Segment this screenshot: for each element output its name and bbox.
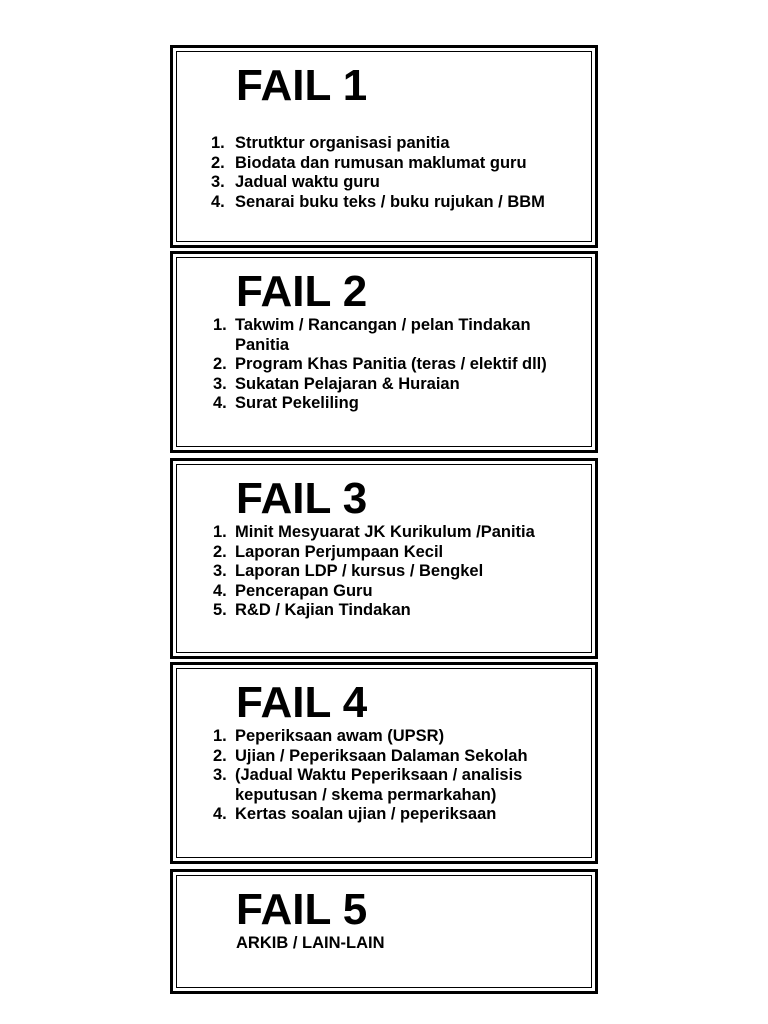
item-number: 4. — [213, 394, 227, 412]
item-text: Laporan Perjumpaan Kecil — [235, 542, 444, 561]
file-title-5: FAIL 5 — [236, 885, 368, 934]
item-number: 4. — [213, 581, 227, 600]
item-number: 3. — [213, 562, 227, 580]
list-item — [213, 394, 547, 414]
file-item-list-4 — [213, 727, 528, 825]
item-number: 3. — [211, 173, 225, 191]
file-card-4 — [170, 662, 598, 864]
list-item — [213, 375, 547, 395]
file-card-inner-3 — [176, 464, 592, 653]
item-number: 4. — [213, 805, 227, 823]
file-card-inner-2 — [176, 257, 592, 447]
item-number: 1. — [213, 316, 227, 334]
item-number: 1. — [211, 134, 225, 152]
item-number: 3. — [213, 374, 227, 393]
item-text: Takwim / Rancangan / pelan Tindakan Panitia — [235, 316, 531, 354]
list-item — [213, 601, 535, 621]
item-text: Pencerapan Guru — [235, 581, 373, 600]
file-title-2: FAIL 2 — [236, 267, 368, 316]
file-card-3 — [170, 458, 598, 659]
list-item — [213, 523, 535, 543]
file-item-list-3 — [213, 523, 535, 621]
item-text: Surat Pekeliling — [235, 394, 359, 412]
item-text: Biodata dan rumusan maklumat guru — [235, 153, 527, 172]
item-text: Strutktur organisasi panitia — [235, 134, 450, 152]
item-text: Ujian / Peperiksaan Dalaman Sekolah — [235, 746, 528, 765]
file-card-2 — [170, 251, 598, 453]
item-number: 2. — [213, 746, 227, 765]
item-number: 2. — [211, 153, 225, 172]
file-card-5 — [170, 869, 598, 994]
item-text: Sukatan Pelajaran & Huraian — [235, 374, 460, 393]
item-text: Kertas soalan ujian / peperiksaan — [235, 805, 497, 823]
file-title-4: FAIL 4 — [236, 678, 368, 727]
item-text: (Jadual Waktu Peperiksaan / analisis keputusan / skema permarkahan) — [235, 766, 523, 804]
item-number: 1. — [213, 727, 227, 745]
list-item — [213, 316, 547, 355]
list-item — [213, 562, 535, 582]
list-item — [211, 134, 545, 154]
item-number: 3. — [213, 766, 227, 784]
file-card-inner-5 — [176, 875, 592, 988]
file-card-inner-1 — [176, 51, 592, 242]
file-card-1 — [170, 45, 598, 248]
item-text: Jadual waktu guru — [235, 173, 380, 191]
file-card-inner-4 — [176, 668, 592, 858]
file-item-list-2 — [213, 316, 547, 414]
item-number: 5. — [213, 601, 227, 619]
file-title-3: FAIL 3 — [236, 474, 368, 523]
list-item — [213, 582, 535, 602]
list-item — [211, 193, 545, 213]
file-item-list-1 — [211, 134, 545, 212]
item-number: 4. — [211, 192, 225, 211]
list-item — [213, 543, 535, 563]
item-text: R&D / Kajian Tindakan — [235, 601, 411, 619]
item-number: 2. — [213, 355, 227, 373]
item-number: 1. — [213, 523, 227, 541]
list-item — [213, 805, 528, 825]
list-item — [213, 766, 528, 805]
file-subtitle-5: ARKIB / LAIN-LAIN — [236, 934, 385, 952]
item-text: Laporan LDP / kursus / Bengkel — [235, 562, 484, 580]
item-text: Peperiksaan awam (UPSR) — [235, 727, 445, 745]
item-number: 2. — [213, 542, 227, 561]
item-text: Senarai buku teks / buku rujukan / BBM — [235, 192, 545, 211]
list-item — [213, 727, 528, 747]
list-item — [211, 173, 545, 193]
file-title-1: FAIL 1 — [236, 61, 368, 110]
item-text: Program Khas Panitia (teras / elektif dll) — [235, 355, 547, 373]
item-text: Minit Mesyuarat JK Kurikulum /Panitia — [235, 523, 535, 541]
list-item — [211, 154, 545, 174]
list-item — [213, 355, 547, 375]
list-item — [213, 747, 528, 767]
